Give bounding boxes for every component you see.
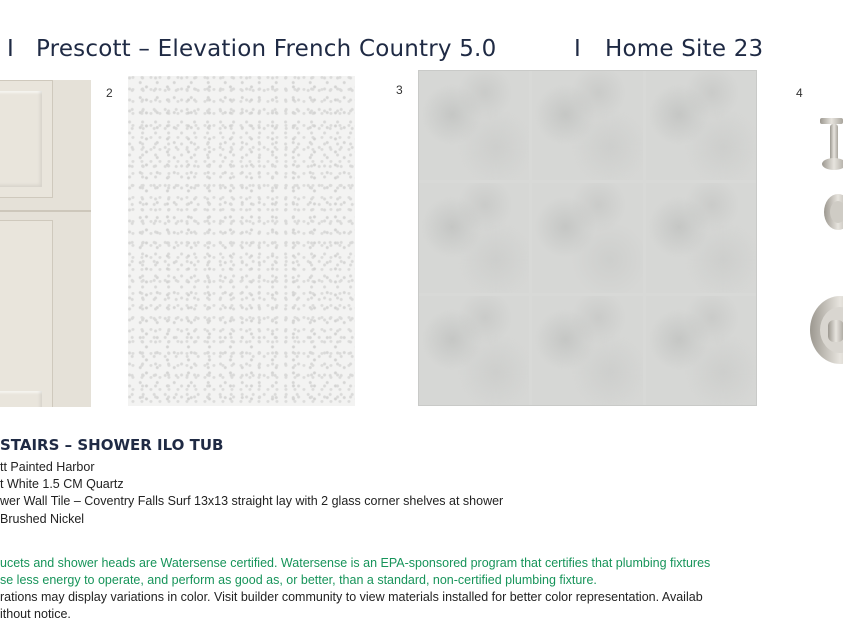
title-separator-mid: I xyxy=(574,36,581,62)
watersense-note-line2: se less energy to operate, and perform as good as, or better, than a standard, non-certified plumbing fixture. xyxy=(0,573,597,587)
title-plan-elevation: Prescott – Elevation French Country 5.0 xyxy=(36,36,497,62)
faucet-fixture-image xyxy=(808,90,843,390)
swatch-number-3: 3 xyxy=(396,83,403,97)
spec-line-cabinet: tt Painted Harbor xyxy=(0,460,95,474)
disclaimer-line1: rations may display variations in color. Visit builder community to view materials installed for better color representation. Availab xyxy=(0,590,703,604)
title-home-site: Home Site 23 xyxy=(605,36,764,62)
swatch-number-2: 2 xyxy=(106,86,113,100)
quartz-swatch-image xyxy=(128,76,355,406)
spec-line-fixture: Brushed Nickel xyxy=(0,512,85,526)
disclaimer-line2: ithout notice. xyxy=(0,607,71,621)
spec-line-quartz: t White 1.5 CM Quartz xyxy=(0,477,124,491)
swatch-number-4: 4 xyxy=(796,86,803,100)
section-heading: STAIRS – SHOWER ILO TUB xyxy=(0,436,224,454)
cabinet-lower-panel xyxy=(0,220,53,407)
tile-swatch-image xyxy=(418,70,757,406)
cabinet-upper-panel xyxy=(0,80,53,198)
title-separator-left: I xyxy=(7,36,14,62)
cabinet-swatch-image xyxy=(0,80,91,407)
spec-line-tile: wer Wall Tile – Coventry Falls Surf 13x13 straight lay with 2 glass corner shelves at shower xyxy=(0,494,504,508)
cabinet-gap xyxy=(0,210,91,212)
watersense-note-line1: ucets and shower heads are Watersense certified. Watersense is an EPA-sponsored program that certifies that plumbing fixtures xyxy=(0,556,711,570)
